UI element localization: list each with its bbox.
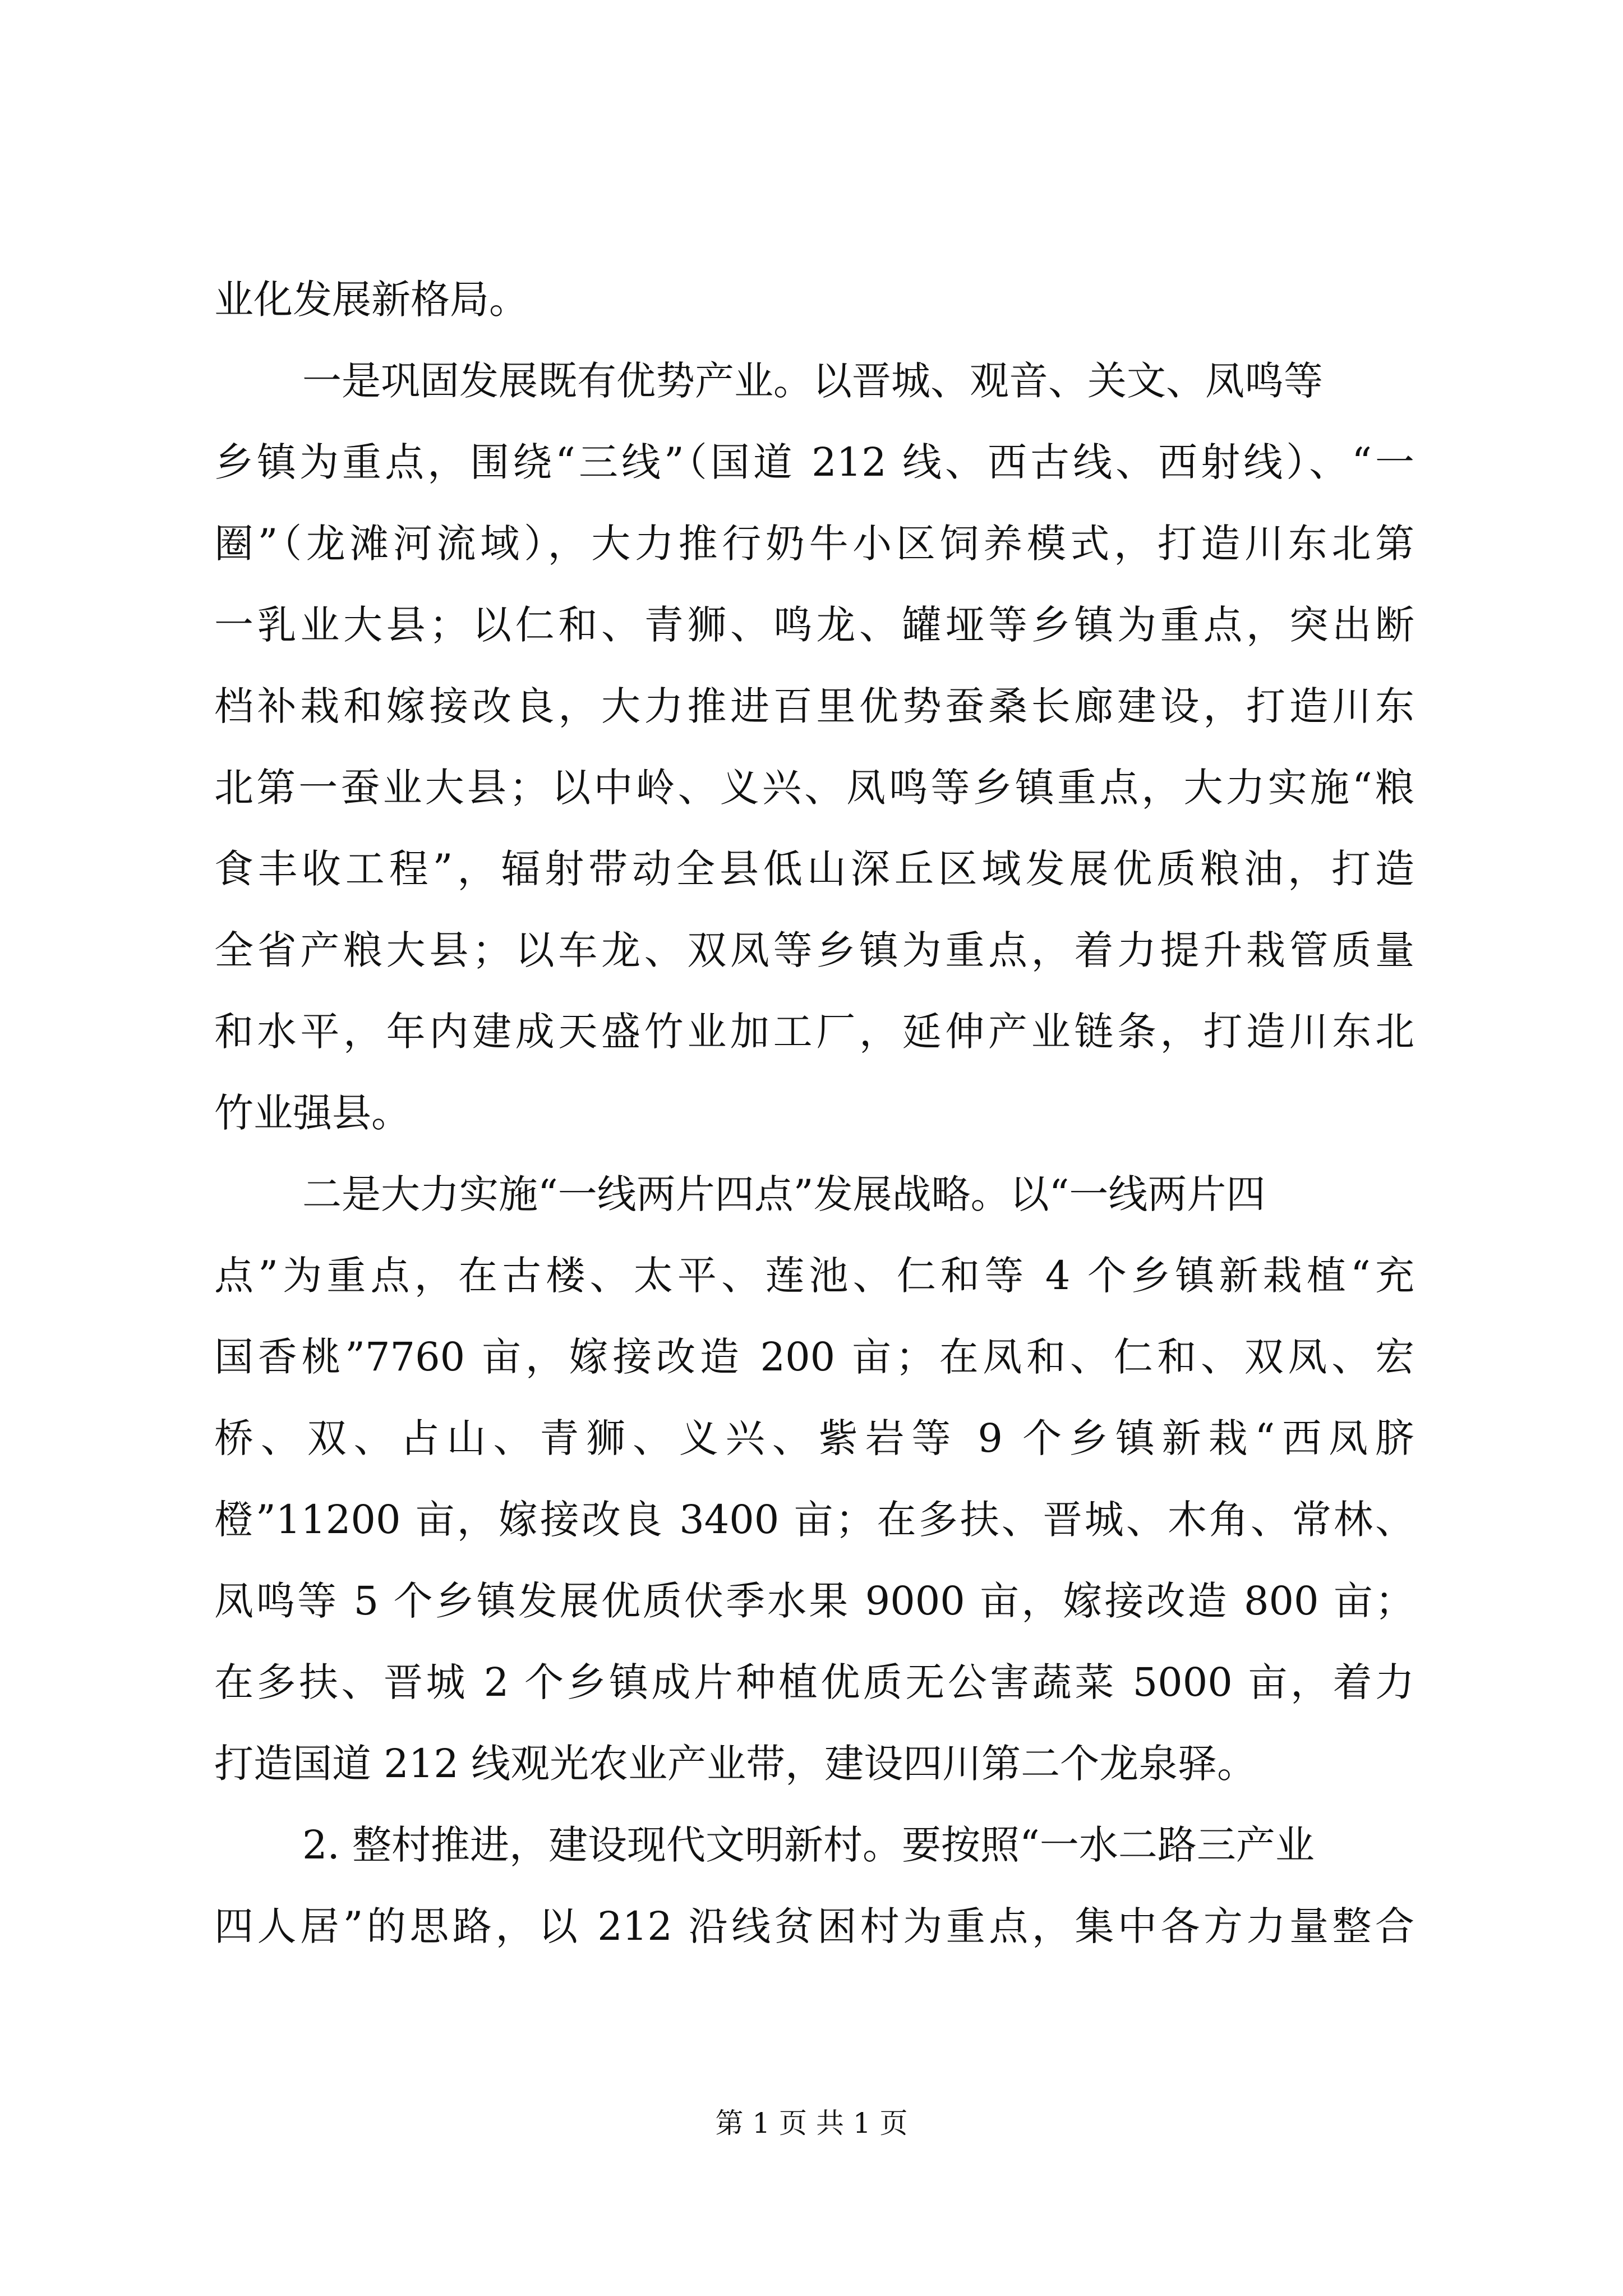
text-line: 桥、双、占山、青狮、义兴、紫岩等 9 个乡镇新栽“西凤脐 [214, 1415, 1414, 1461]
text-line: 和水平，年内建成天盛竹业加工厂，延伸产业链条，打造川东北 [214, 1009, 1414, 1055]
text-line: 业化发展新格局。 [214, 277, 528, 323]
text-line: 四人居”的思路，以 212 沿线贫困村为重点，集中各方力量整合 [214, 1903, 1414, 1949]
text-line: 全省产粮大县；以车龙、双凤等乡镇为重点，着力提升栽管质量 [214, 927, 1414, 973]
text-line: 在多扶、晋城 2 个乡镇成片种植优质无公害蔬菜 5000 亩，着力 [214, 1659, 1414, 1705]
text-line: 2. 整村推进，建设现代文明新村。要按照“一水二路三产业 [302, 1822, 1315, 1868]
text-line: 食丰收工程”，辐射带动全县低山深丘区域发展优质粮油，打造 [214, 846, 1414, 892]
text-line: 橙”11200 亩，嫁接改良 3400 亩；在多扶、晋城、木角、常林、 [214, 1497, 1414, 1543]
text-line: 档补栽和嫁接改良，大力推进百里优势蚕桑长廊建设，打造川东 [214, 683, 1414, 729]
text-line: 二是大力实施“一线两片四点”发展战略。以“一线两片四 [302, 1171, 1266, 1217]
page-footer: 第 1 页 共 1 页 [715, 2107, 908, 2139]
text-line: 一是巩固发展既有优势产业。以晋城、观音、关文、凤鸣等 [302, 358, 1323, 404]
text-line: 乡镇为重点，围绕“三线”（国道 212 线、西古线、西射线）、“一 [214, 439, 1414, 485]
text-line: 北第一蚕业大县；以中岭、义兴、凤鸣等乡镇重点，大力实施“粮 [214, 765, 1414, 811]
text-line: 打造国道 212 线观光农业产业带，建设四川第二个龙泉驿。 [214, 1741, 1257, 1787]
document-body [214, 259, 1414, 1967]
text-line: 凤鸣等 5 个乡镇发展优质伏季水果 9000 亩，嫁接改造 800 亩； [214, 1578, 1414, 1624]
text-line: 一乳业大县；以仁和、青狮、鸣龙、罐垭等乡镇为重点，突出断 [214, 602, 1414, 648]
text-line: 点”为重点，在古楼、太平、莲池、仁和等 4 个乡镇新栽植“充 [214, 1253, 1414, 1299]
text-line: 竹业强县。 [214, 1090, 411, 1136]
text-line: 国香桃”7760 亩，嫁接改造 200 亩；在凤和、仁和、双凤、宏 [214, 1334, 1414, 1380]
text-line: 圈”（龙滩河流域），大力推行奶牛小区饲养模式，打造川东北第 [214, 521, 1414, 567]
